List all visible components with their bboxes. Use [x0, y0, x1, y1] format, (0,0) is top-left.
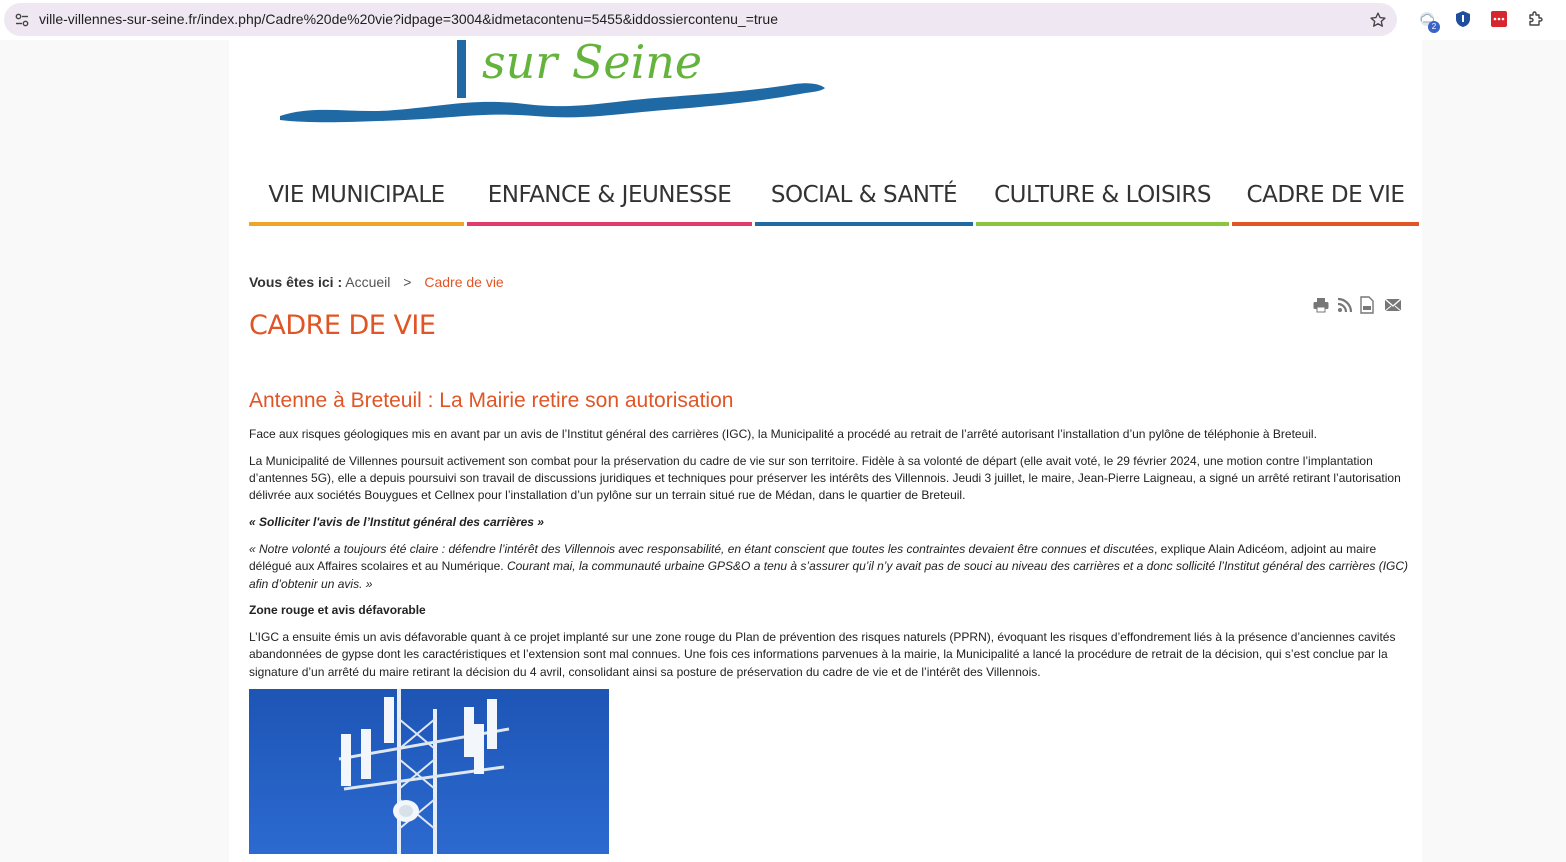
article-intro: Face aux risques géologiques mis en avant par un avis de l’Institut général des carrières (IGC), la Municipalité a procédé au retrait de l’arrêté autorisant l’installation d’un pylône de téléphonie à Breteuil.	[249, 427, 1317, 441]
quote-attribution: , explique Alain Adicéom, adjoint au maire délégué aux Affaires scolaires et au Numérique.	[249, 541, 1377, 574]
webpage	[0, 40, 1566, 862]
breadcrumb-home-link[interactable]: Accueil	[345, 274, 391, 290]
nav-vie-municipale[interactable]: VIE MUNICIPALE	[249, 168, 464, 226]
article-subheading: Zone rouge et avis défavorable	[249, 603, 426, 618]
page-title: CADRE DE VIE	[249, 310, 436, 341]
browser-toolbar	[0, 0, 1566, 40]
email-icon[interactable]	[1384, 296, 1402, 314]
article-subheading: « Solliciter l'avis de l’Institut général des carrières »	[249, 515, 544, 530]
breadcrumb-separator: >	[403, 274, 412, 290]
main-navigation	[249, 168, 1419, 226]
nav-cadre-de-vie[interactable]: CADRE DE VIE	[1232, 168, 1419, 226]
extension-badge: 2	[1428, 21, 1440, 33]
breadcrumb-lead: Vous êtes ici :	[249, 274, 343, 290]
pdf-icon[interactable]	[1358, 296, 1376, 314]
site-settings-icon[interactable]	[14, 12, 30, 28]
address-bar[interactable]	[4, 3, 1397, 36]
quote-part-1: « Notre volonté a toujours été claire : défendre l’intérêt des Villennois avec responsabilité, en étant conscient que toutes les contraintes devaient être connues et discutées	[249, 541, 1154, 556]
article-title[interactable]: Antenne à Breteuil : La Mairie retire son autorisation	[249, 389, 734, 412]
article-paragraph: L’IGC a ensuite émis un avis défavorable quant à ce projet implanté sur une zone rouge du Plan de prévention des risques naturels (PPRN), évoquant les risques d’effondrement liés à la présence d’anciennes cavités abandonnées de gypse dont les caractéristiques et l’extension sont mal connues. Une fois ces informations parvenues à la mairie, la Municipalité a lancé la procédure de retrait de la décision, qui s’est conclue par la signature d’un arrêté du maire retirant la décision du 4 avril, consolidant ainsi sa posture de préservation du cadre de vie et de l’intérêt des Villennois.	[249, 630, 1396, 679]
quote-part-2: Courant mai, la communauté urbaine GPS&O a tenu à s’assurer qu’il n’y avait pas de souci au niveau des carrières et a donc sollicité l’Institut général des carrières (IGC) afin d’obtenir un avis. »	[249, 559, 1409, 591]
extension-shield-icon[interactable]	[1454, 10, 1472, 28]
article	[249, 386, 1414, 691]
nav-culture-loisirs[interactable]: CULTURE & LOISIRS	[976, 168, 1229, 226]
breadcrumb	[249, 274, 504, 290]
rss-icon[interactable]	[1336, 296, 1354, 314]
nav-enfance-jeunesse[interactable]: ENFANCE & JEUNESSE	[467, 168, 752, 226]
printer-icon[interactable]	[1312, 296, 1330, 314]
extensions-puzzle-icon[interactable]	[1527, 10, 1545, 28]
article-paragraph: La Municipalité de Villennes poursuit activement son combat pour la préservation du cadre de vie sur son territoire. Fidèle à sa volonté de départ (elle avait voté, le 29 février 2024, une motion contre l’implantation d’antennes 5G), elle a depuis poursuivi son travail de discussions juridiques et techniques pour préserver les intérêts des Villennois. Jeudi 3 juillet, le maire, Jean-Pierre Laigneau, a signé un arrêté retirant l’autorisation délivrée aux sociétés Bouygues et Cellnex pour l’installation d’un pylône sur un terrain situé rue de Médan, dans le quartier de Breteuil.	[249, 453, 1401, 503]
extension-red-icon[interactable]	[1490, 10, 1508, 28]
bookmark-star-icon[interactable]	[1369, 11, 1387, 29]
logo-wordmark: sur Seine	[482, 40, 703, 89]
page-tools	[1312, 296, 1404, 314]
breadcrumb-current[interactable]: Cadre de vie	[424, 274, 504, 290]
antenna-tower-image	[249, 689, 609, 854]
article-quote-paragraph	[249, 541, 1414, 593]
url-text[interactable]: ville-villennes-sur-seine.fr/index.php/Cadre%20de%20vie?idpage=3004&idmetacontenu=5455&iddossiercontenu_=true	[39, 11, 778, 27]
nav-social-sante[interactable]: SOCIAL & SANTÉ	[755, 168, 973, 226]
